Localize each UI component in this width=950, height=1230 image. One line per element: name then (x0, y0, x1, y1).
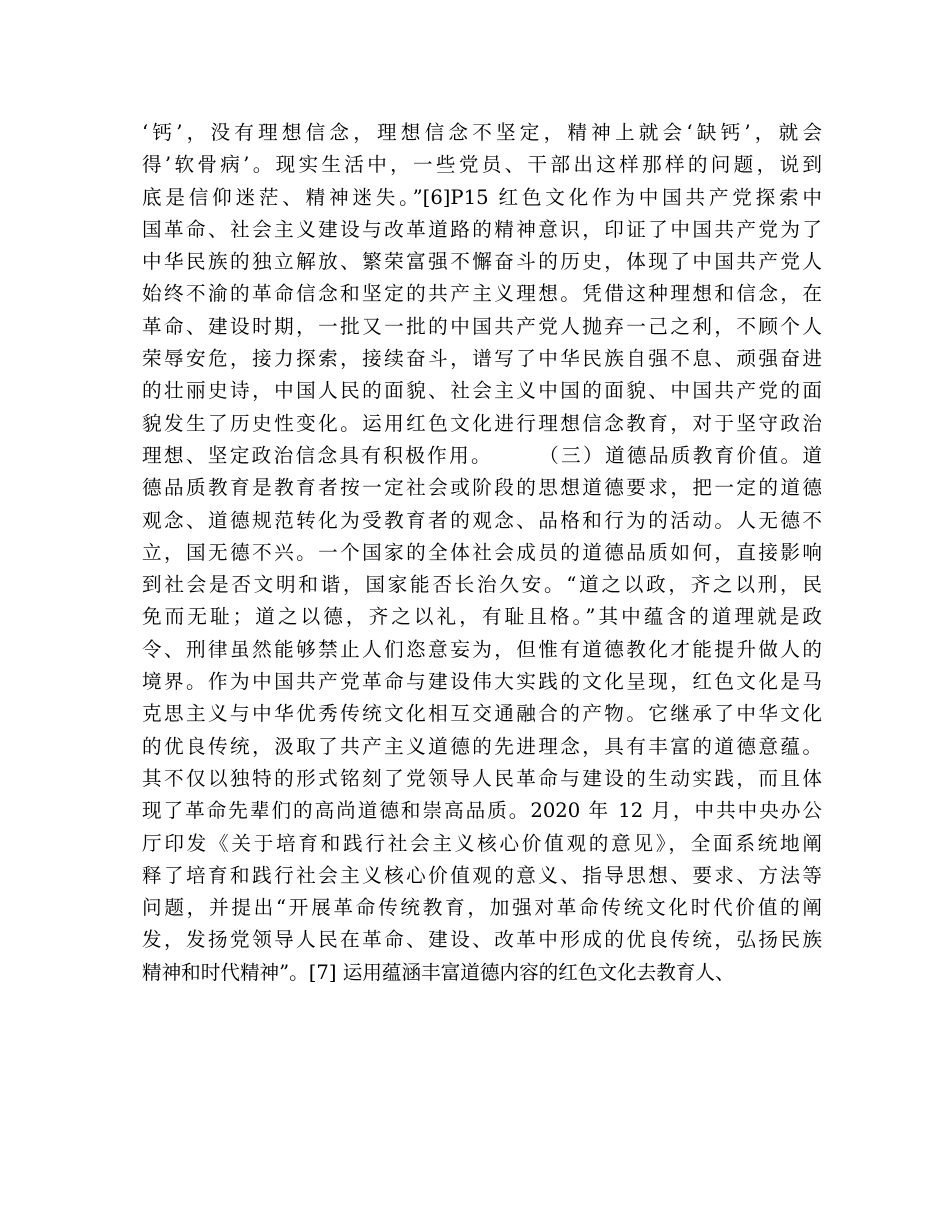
text-line: 的壮丽史诗，中国人民的面貌、社会主义中国的面貌、中国共产党的面 (142, 379, 822, 403)
text-line: 革命、建设时期，一批又一批的中国共产党人抛弃一己之利，不顾个人 (142, 314, 822, 338)
text-line: 始终不渝的革命信念和坚定的共产主义理想。凭借这种理想和信念，在 (142, 282, 822, 306)
text-line: 问题，并提出“开展革命传统教育，加强对革命传统文化时代价值的阐 (142, 896, 822, 920)
text-line: 底是信仰迷茫、精神迷失。”[6]P15 红色文化作为中国共产党探索中 (142, 185, 822, 209)
text-line: 境界。作为中国共产党革命与建设伟大实践的文化呈现，红色文化是马 (142, 670, 822, 694)
text-line: 免而无耻；道之以德，齐之以礼，有耻且格。”其中蕴含的道理就是政 (142, 605, 822, 629)
text-line: 发，发扬党领导人民在革命、建设、改革中形成的优良传统，弘扬民族 (142, 928, 822, 952)
text-line: 厅印发《关于培育和践行社会主义核心价值观的意见》，全面系统地阐 (142, 831, 822, 855)
text-line: 荣辱安危，接力探索，接续奋斗，谱写了中华民族自强不息、顽强奋进 (142, 347, 822, 371)
body-text (142, 117, 822, 989)
text-line: 克思主义与中华优秀传统文化相互交通融合的产物。它继承了中华文化 (142, 702, 822, 726)
text-line: ‘钙’，没有理想信念，理想信念不坚定，精神上就会‘缺钙’，就会 (142, 121, 822, 144)
text-line: 精神和时代精神”。[7] 运用蕴涵丰富道德内容的红色文化去教育人、 (142, 960, 735, 984)
text-line: 令、刑律虽然能够禁止人们恣意妄为，但惟有道德教化才能提升做人的 (142, 637, 822, 661)
text-line: 其不仅以独特的形式铭刻了党领导人民革命与建设的生动实践，而且体 (142, 766, 822, 790)
text-line: 释了培育和践行社会主义核心价值观的意义、指导思想、要求、方法等 (142, 863, 822, 887)
text-line: 得’软骨病’。现实生活中，一些党员、干部出这样那样的问题，说到 (142, 153, 822, 177)
text-line: 德品质教育是教育者按一定社会或阶段的思想道德要求，把一定的道德 (142, 476, 822, 500)
text-line: 的优良传统，汲取了共产主义道德的先进理念，具有丰富的道德意蕴。 (142, 734, 822, 758)
text-line: 观念、道德规范转化为受教育者的观念、品格和行为的活动。人无德不 (142, 508, 822, 532)
text-line: 貌发生了历史性变化。运用红色文化进行理想信念教育，对于坚守政治 (142, 411, 822, 435)
text-line: 到社会是否文明和谐，国家能否长治久安。“道之以政，齐之以刑，民 (142, 573, 822, 597)
text-line: 理想、坚定政治信念具有积极作用。 （三）道德品质教育价值。道 (142, 443, 822, 467)
text-line: 现了革命先辈们的高尚道德和崇高品质。2020 年 12 月，中共中央办公 (142, 799, 822, 823)
text-line: 中华民族的独立解放、繁荣富强不懈奋斗的历史，体现了中国共产党人 (142, 250, 822, 274)
text-line: 立，国无德不兴。一个国家的全体社会成员的道德品质如何，直接影响 (142, 540, 822, 564)
text-line: 国革命、社会主义建设与改革道路的精神意识，印证了中国共产党为了 (142, 217, 822, 241)
